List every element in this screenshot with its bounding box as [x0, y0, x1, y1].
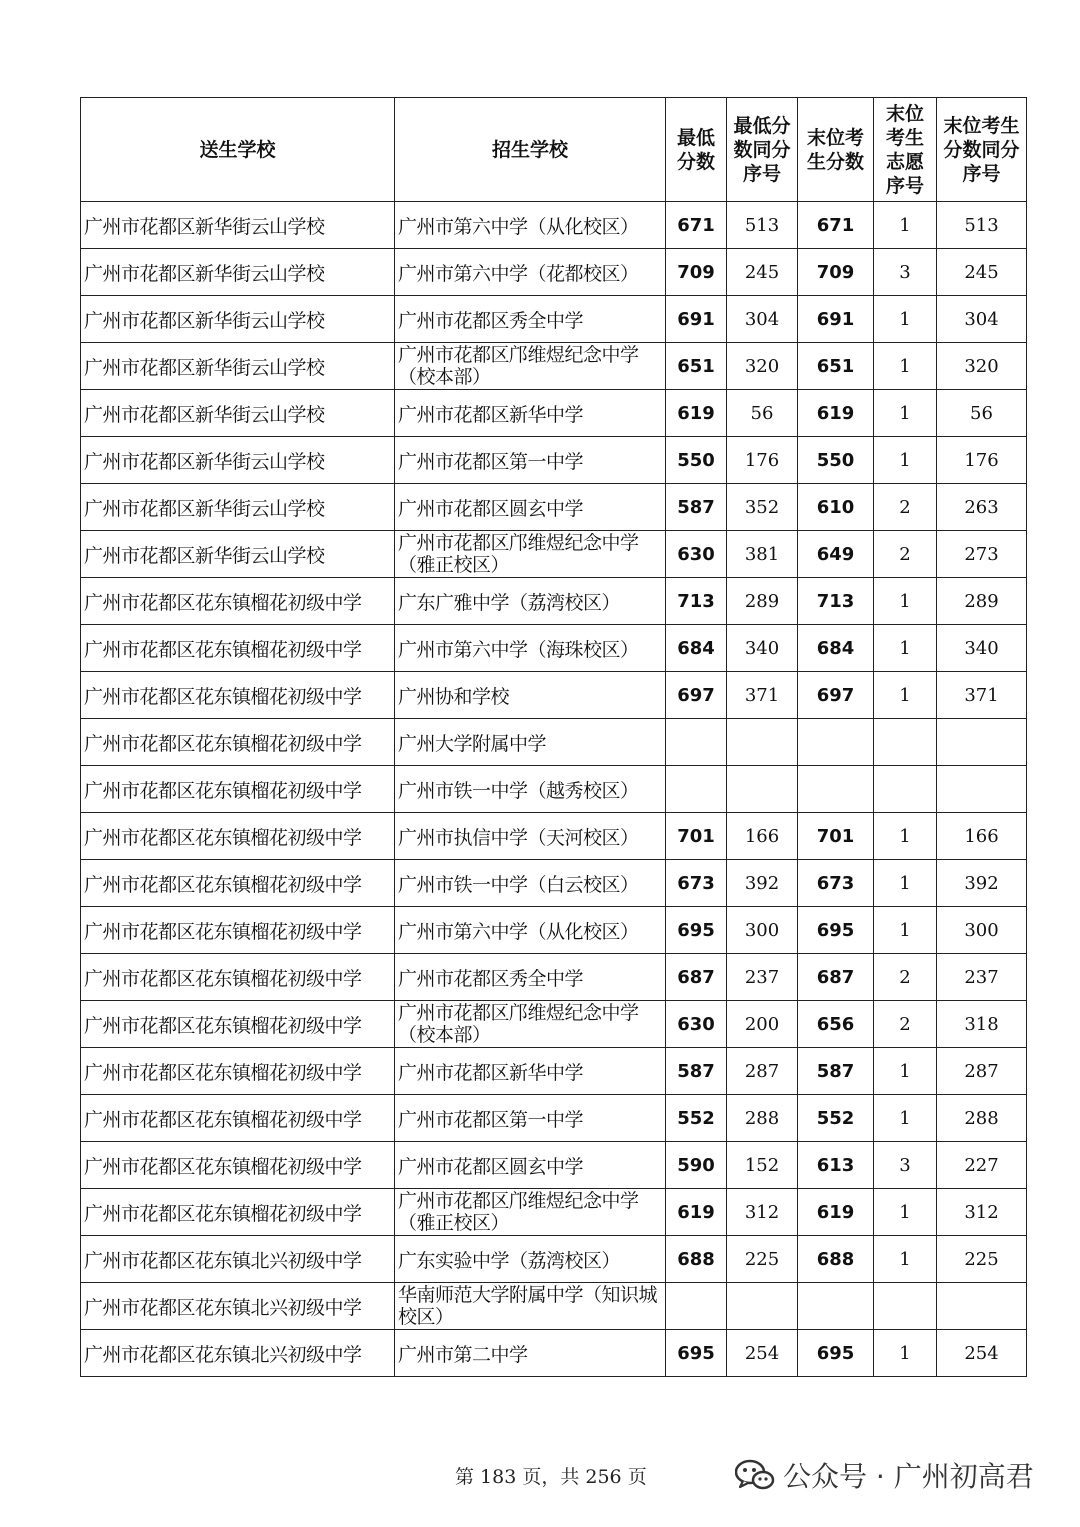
cell-min-score-rank: 289 — [727, 578, 798, 625]
cell-min-score-rank: 304 — [727, 296, 798, 343]
table-row — [81, 625, 1027, 672]
table-row — [81, 813, 1027, 860]
cell-last-preference: 1 — [874, 625, 937, 672]
cell-sending-school: 广州市花都区新华街云山学校 — [81, 343, 395, 390]
cell-admitting-school: 广州市花都区邝维煜纪念中学（雅正校区） — [395, 531, 666, 578]
cell-min-score-rank: 254 — [727, 1330, 798, 1377]
cell-last-score: 550 — [798, 437, 874, 484]
cell-sending-school: 广州市花都区花东镇榴花初级中学 — [81, 954, 395, 1001]
cell-last-rank: 513 — [937, 202, 1027, 249]
cell-sending-school: 广州市花都区花东镇榴花初级中学 — [81, 1142, 395, 1189]
cell-min-score-rank — [727, 719, 798, 766]
cell-sending-school: 广州市花都区花东镇榴花初级中学 — [81, 672, 395, 719]
cell-last-rank: 320 — [937, 343, 1027, 390]
cell-admitting-school: 华南师范大学附属中学（知识城校区） — [395, 1283, 666, 1330]
cell-last-rank: 304 — [937, 296, 1027, 343]
cell-min-score: 691 — [666, 296, 727, 343]
table-row — [81, 1236, 1027, 1283]
cell-admitting-school: 广州市花都区圆玄中学 — [395, 1142, 666, 1189]
cell-last-preference: 2 — [874, 484, 937, 531]
cell-min-score: 687 — [666, 954, 727, 1001]
cell-sending-school: 广州市花都区新华街云山学校 — [81, 249, 395, 296]
cell-sending-school: 广州市花都区花东镇榴花初级中学 — [81, 719, 395, 766]
cell-last-rank: 254 — [937, 1330, 1027, 1377]
cell-last-score: 688 — [798, 1236, 874, 1283]
header-min-score-rank: 最低分数同分序号 — [727, 98, 798, 202]
table-row — [81, 907, 1027, 954]
cell-min-score-rank: 300 — [727, 907, 798, 954]
cell-min-score-rank: 320 — [727, 343, 798, 390]
cell-last-preference: 2 — [874, 954, 937, 1001]
cell-admitting-school: 广州市花都区秀全中学 — [395, 954, 666, 1001]
cell-sending-school: 广州市花都区新华街云山学校 — [81, 390, 395, 437]
table-row — [81, 296, 1027, 343]
cell-last-rank: 318 — [937, 1001, 1027, 1048]
cell-admitting-school: 广州协和学校 — [395, 672, 666, 719]
cell-min-score: 619 — [666, 390, 727, 437]
cell-last-score: 619 — [798, 1189, 874, 1236]
cell-last-score: 651 — [798, 343, 874, 390]
cell-last-rank — [937, 1283, 1027, 1330]
cell-last-rank: 288 — [937, 1095, 1027, 1142]
page-number: 第 183 页，共 256 页 — [455, 1466, 647, 1488]
cell-admitting-school: 广州市花都区圆玄中学 — [395, 484, 666, 531]
cell-last-rank: 56 — [937, 390, 1027, 437]
cell-last-rank — [937, 719, 1027, 766]
table-body — [81, 202, 1027, 1377]
cell-min-score-rank: 176 — [727, 437, 798, 484]
table-row — [81, 1189, 1027, 1236]
cell-min-score: 673 — [666, 860, 727, 907]
cell-last-score: 709 — [798, 249, 874, 296]
header-sending-school: 送生学校 — [81, 98, 395, 202]
admission-table-container — [80, 97, 1026, 1377]
cell-min-score-rank: 200 — [727, 1001, 798, 1048]
cell-min-score-rank: 288 — [727, 1095, 798, 1142]
cell-last-preference: 1 — [874, 1330, 937, 1377]
cell-last-preference: 1 — [874, 578, 937, 625]
cell-admitting-school: 广州大学附属中学 — [395, 719, 666, 766]
cell-last-preference: 1 — [874, 202, 937, 249]
cell-last-score: 671 — [798, 202, 874, 249]
cell-last-score: 697 — [798, 672, 874, 719]
cell-last-preference: 2 — [874, 531, 937, 578]
cell-last-score: 713 — [798, 578, 874, 625]
cell-sending-school: 广州市花都区花东镇榴花初级中学 — [81, 1048, 395, 1095]
cell-min-score — [666, 1283, 727, 1330]
cell-last-score: 684 — [798, 625, 874, 672]
cell-last-score — [798, 1283, 874, 1330]
cell-min-score: 701 — [666, 813, 727, 860]
cell-last-score: 613 — [798, 1142, 874, 1189]
cell-last-rank: 273 — [937, 531, 1027, 578]
cell-last-rank: 176 — [937, 437, 1027, 484]
cell-min-score-rank: 392 — [727, 860, 798, 907]
cell-min-score: 688 — [666, 1236, 727, 1283]
cell-min-score-rank: 287 — [727, 1048, 798, 1095]
cell-min-score-rank — [727, 766, 798, 813]
cell-last-preference: 1 — [874, 1236, 937, 1283]
cell-admitting-school: 广州市花都区秀全中学 — [395, 296, 666, 343]
cell-last-score: 695 — [798, 907, 874, 954]
cell-sending-school: 广州市花都区花东镇北兴初级中学 — [81, 1283, 395, 1330]
cell-admitting-school: 广州市执信中学（天河校区） — [395, 813, 666, 860]
cell-min-score-rank — [727, 1283, 798, 1330]
cell-last-preference: 1 — [874, 437, 937, 484]
table-row — [81, 1001, 1027, 1048]
cell-last-preference: 1 — [874, 343, 937, 390]
cell-admitting-school: 广州市第二中学 — [395, 1330, 666, 1377]
cell-sending-school: 广州市花都区新华街云山学校 — [81, 202, 395, 249]
cell-last-preference: 1 — [874, 1048, 937, 1095]
header-last-preference: 末位考生志愿序号 — [874, 98, 937, 202]
header-row — [81, 98, 1027, 202]
cell-admitting-school: 广州市铁一中学（白云校区） — [395, 860, 666, 907]
cell-min-score-rank: 352 — [727, 484, 798, 531]
cell-sending-school: 广州市花都区花东镇榴花初级中学 — [81, 766, 395, 813]
cell-last-preference: 1 — [874, 860, 937, 907]
cell-sending-school: 广州市花都区花东镇榴花初级中学 — [81, 860, 395, 907]
header-last-score: 末位考生分数 — [798, 98, 874, 202]
cell-min-score-rank: 225 — [727, 1236, 798, 1283]
cell-last-rank: 263 — [937, 484, 1027, 531]
cell-last-preference: 1 — [874, 907, 937, 954]
cell-admitting-school: 广东广雅中学（荔湾校区） — [395, 578, 666, 625]
cell-last-preference: 1 — [874, 296, 937, 343]
cell-last-rank: 371 — [937, 672, 1027, 719]
wechat-watermark — [735, 1455, 1034, 1495]
cell-sending-school: 广州市花都区花东镇榴花初级中学 — [81, 813, 395, 860]
watermark-text: 公众号 · 广州初高君 — [783, 1460, 1034, 1493]
header-last-rank: 末位考生分数同分序号 — [937, 98, 1027, 202]
cell-last-rank: 312 — [937, 1189, 1027, 1236]
cell-sending-school: 广州市花都区花东镇榴花初级中学 — [81, 578, 395, 625]
cell-sending-school: 广州市花都区花东镇榴花初级中学 — [81, 625, 395, 672]
cell-last-score: 649 — [798, 531, 874, 578]
cell-admitting-school: 广州市花都区新华中学 — [395, 390, 666, 437]
cell-sending-school: 广州市花都区花东镇榴花初级中学 — [81, 1095, 395, 1142]
cell-last-rank: 289 — [937, 578, 1027, 625]
header-min-score: 最低分数 — [666, 98, 727, 202]
cell-min-score: 590 — [666, 1142, 727, 1189]
cell-min-score: 587 — [666, 484, 727, 531]
cell-last-rank: 245 — [937, 249, 1027, 296]
cell-sending-school: 广州市花都区花东镇榴花初级中学 — [81, 1189, 395, 1236]
cell-min-score — [666, 766, 727, 813]
cell-last-rank: 225 — [937, 1236, 1027, 1283]
cell-sending-school: 广州市花都区花东镇北兴初级中学 — [81, 1236, 395, 1283]
cell-sending-school: 广州市花都区新华街云山学校 — [81, 484, 395, 531]
cell-last-score: 691 — [798, 296, 874, 343]
cell-sending-school: 广州市花都区花东镇榴花初级中学 — [81, 1001, 395, 1048]
wechat-icon — [735, 1458, 775, 1492]
cell-min-score: 550 — [666, 437, 727, 484]
cell-min-score-rank: 371 — [727, 672, 798, 719]
cell-admitting-school: 广州市花都区第一中学 — [395, 1095, 666, 1142]
cell-min-score-rank: 166 — [727, 813, 798, 860]
cell-last-score — [798, 719, 874, 766]
table-row — [81, 343, 1027, 390]
cell-sending-school: 广州市花都区新华街云山学校 — [81, 531, 395, 578]
cell-last-score: 695 — [798, 1330, 874, 1377]
cell-min-score: 709 — [666, 249, 727, 296]
cell-sending-school: 广州市花都区新华街云山学校 — [81, 437, 395, 484]
table-row — [81, 719, 1027, 766]
cell-last-rank: 166 — [937, 813, 1027, 860]
cell-last-preference: 3 — [874, 249, 937, 296]
cell-last-score: 552 — [798, 1095, 874, 1142]
cell-last-score: 656 — [798, 1001, 874, 1048]
cell-min-score — [666, 719, 727, 766]
cell-last-score: 687 — [798, 954, 874, 1001]
cell-last-preference: 1 — [874, 672, 937, 719]
cell-min-score-rank: 245 — [727, 249, 798, 296]
cell-min-score: 695 — [666, 1330, 727, 1377]
cell-min-score: 630 — [666, 1001, 727, 1048]
cell-last-preference: 3 — [874, 1142, 937, 1189]
cell-last-rank: 300 — [937, 907, 1027, 954]
cell-admitting-school: 广州市花都区邝维煜纪念中学（校本部） — [395, 1001, 666, 1048]
table-row — [81, 390, 1027, 437]
table-row — [81, 1095, 1027, 1142]
cell-min-score-rank: 56 — [727, 390, 798, 437]
table-row — [81, 766, 1027, 813]
cell-last-rank: 237 — [937, 954, 1027, 1001]
table-row — [81, 672, 1027, 719]
table-row — [81, 437, 1027, 484]
cell-min-score: 552 — [666, 1095, 727, 1142]
table-row — [81, 202, 1027, 249]
cell-last-score: 619 — [798, 390, 874, 437]
table-row — [81, 531, 1027, 578]
cell-min-score-rank: 312 — [727, 1189, 798, 1236]
cell-last-preference: 1 — [874, 813, 937, 860]
cell-min-score-rank: 152 — [727, 1142, 798, 1189]
cell-min-score-rank: 340 — [727, 625, 798, 672]
table-row — [81, 484, 1027, 531]
cell-last-score: 701 — [798, 813, 874, 860]
cell-min-score: 713 — [666, 578, 727, 625]
cell-last-rank: 287 — [937, 1048, 1027, 1095]
cell-admitting-school: 广州市花都区第一中学 — [395, 437, 666, 484]
cell-last-rank: 227 — [937, 1142, 1027, 1189]
cell-last-preference — [874, 766, 937, 813]
cell-min-score: 619 — [666, 1189, 727, 1236]
cell-admitting-school: 广州市铁一中学（越秀校区） — [395, 766, 666, 813]
cell-min-score-rank: 237 — [727, 954, 798, 1001]
cell-last-rank: 392 — [937, 860, 1027, 907]
cell-admitting-school: 广东实验中学（荔湾校区） — [395, 1236, 666, 1283]
cell-min-score: 630 — [666, 531, 727, 578]
cell-last-score: 610 — [798, 484, 874, 531]
cell-last-score: 587 — [798, 1048, 874, 1095]
table-header — [81, 98, 1027, 202]
cell-min-score: 587 — [666, 1048, 727, 1095]
cell-min-score: 671 — [666, 202, 727, 249]
table-row — [81, 1142, 1027, 1189]
table-row — [81, 1283, 1027, 1330]
cell-admitting-school: 广州市花都区新华中学 — [395, 1048, 666, 1095]
cell-admitting-school: 广州市第六中学（海珠校区） — [395, 625, 666, 672]
cell-min-score-rank: 381 — [727, 531, 798, 578]
cell-admitting-school: 广州市第六中学（从化校区） — [395, 202, 666, 249]
cell-admitting-school: 广州市花都区邝维煜纪念中学（校本部） — [395, 343, 666, 390]
cell-last-preference: 1 — [874, 390, 937, 437]
table-row — [81, 1330, 1027, 1377]
table-row — [81, 578, 1027, 625]
cell-min-score: 651 — [666, 343, 727, 390]
cell-admitting-school: 广州市花都区邝维煜纪念中学（雅正校区） — [395, 1189, 666, 1236]
table-row — [81, 249, 1027, 296]
cell-last-preference: 1 — [874, 1095, 937, 1142]
cell-last-rank — [937, 766, 1027, 813]
cell-last-score: 673 — [798, 860, 874, 907]
cell-min-score: 684 — [666, 625, 727, 672]
cell-sending-school: 广州市花都区花东镇北兴初级中学 — [81, 1330, 395, 1377]
cell-admitting-school: 广州市第六中学（花都校区） — [395, 249, 666, 296]
cell-last-preference — [874, 1283, 937, 1330]
cell-sending-school: 广州市花都区花东镇榴花初级中学 — [81, 907, 395, 954]
table-row — [81, 1048, 1027, 1095]
cell-last-preference: 2 — [874, 1001, 937, 1048]
cell-last-score — [798, 766, 874, 813]
cell-min-score: 695 — [666, 907, 727, 954]
cell-last-rank: 340 — [937, 625, 1027, 672]
table-row — [81, 860, 1027, 907]
header-admitting-school: 招生学校 — [395, 98, 666, 202]
cell-admitting-school: 广州市第六中学（从化校区） — [395, 907, 666, 954]
cell-last-preference — [874, 719, 937, 766]
table-row — [81, 954, 1027, 1001]
cell-sending-school: 广州市花都区新华街云山学校 — [81, 296, 395, 343]
cell-min-score: 697 — [666, 672, 727, 719]
cell-min-score-rank: 513 — [727, 202, 798, 249]
admission-score-table — [80, 97, 1027, 1377]
cell-last-preference: 1 — [874, 1189, 937, 1236]
